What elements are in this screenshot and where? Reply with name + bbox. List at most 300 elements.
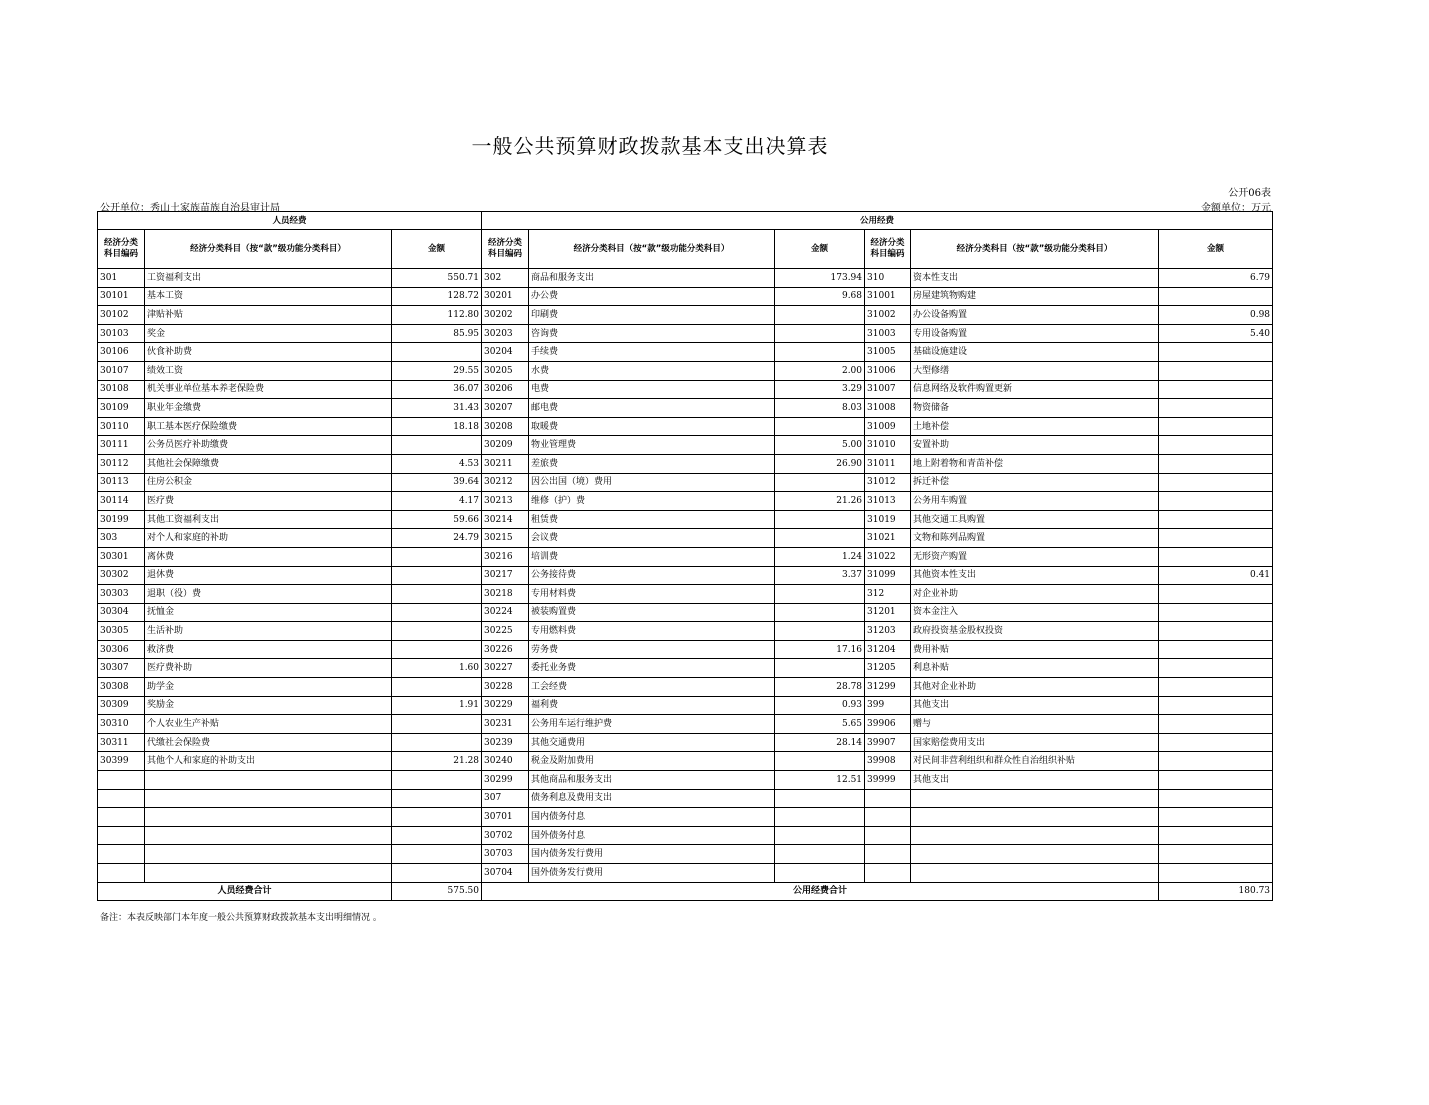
table-row: [98, 696, 1273, 715]
cell-code: 31012: [865, 473, 911, 492]
cell-code: 30702: [482, 826, 529, 845]
cell-code: 39908: [865, 752, 911, 771]
cell-code: 30209: [482, 436, 529, 455]
cell-amount: [392, 826, 482, 845]
cell-name: 抚恤金: [145, 603, 392, 622]
cell-name: 利息补贴: [911, 659, 1159, 678]
cell-name: 其他社会保障缴费: [145, 454, 392, 473]
cell-name: 其他对企业补助: [911, 678, 1159, 697]
cell-amount: 4.53: [392, 454, 482, 473]
cell-amount: 112.80: [392, 306, 482, 325]
cell-amount: [1159, 752, 1273, 771]
cell-name: 委托业务费: [529, 659, 775, 678]
cell-code: 31021: [865, 529, 911, 548]
cell-code: 30301: [98, 547, 145, 566]
table-row: [98, 864, 1273, 883]
table-row: [98, 752, 1273, 771]
cell-amount: [1159, 678, 1273, 697]
cell-code: 30304: [98, 603, 145, 622]
cell-code: 31010: [865, 436, 911, 455]
cell-code: 30207: [482, 399, 529, 418]
cell-code: 30199: [98, 510, 145, 529]
cell-amount: [1159, 417, 1273, 436]
table-row: [98, 361, 1273, 380]
cell-amount: [1159, 845, 1273, 864]
cell-name: [911, 826, 1159, 845]
cell-amount: 39.64: [392, 473, 482, 492]
cell-code: 30226: [482, 640, 529, 659]
cell-code: 31002: [865, 306, 911, 325]
cell-name: 手续费: [529, 343, 775, 362]
cell-code: [98, 864, 145, 883]
cell-amount: [392, 585, 482, 604]
cell-amount: [1159, 547, 1273, 566]
cell-amount: [1159, 622, 1273, 641]
cell-amount: [1159, 733, 1273, 752]
cell-name: 商品和服务支出: [529, 269, 775, 288]
table-row: [98, 678, 1273, 697]
cell-amount: 28.14: [775, 733, 865, 752]
cell-code: 30204: [482, 343, 529, 362]
cell-name: 公务用车运行维护费: [529, 715, 775, 734]
cell-amount: [1159, 454, 1273, 473]
cell-code: 30205: [482, 361, 529, 380]
cell-amount: [392, 808, 482, 827]
cell-amount: 26.90: [775, 454, 865, 473]
cell-name: 国内债务付息: [529, 808, 775, 827]
header-code: 经济分类科目编码: [865, 230, 911, 269]
cell-amount: [392, 715, 482, 734]
cell-code: 31022: [865, 547, 911, 566]
amount-unit: 金额单位：万元: [1201, 203, 1271, 214]
cell-name: [911, 845, 1159, 864]
cell-name: 机关事业单位基本养老保险费: [145, 380, 392, 399]
header-name: 经济分类科目（按“款”级功能分类科目）: [529, 230, 775, 269]
cell-code: 31013: [865, 492, 911, 511]
cell-code: [865, 826, 911, 845]
cell-amount: 9.68: [775, 287, 865, 306]
header-amount: 金额: [775, 230, 865, 269]
table-row: [98, 380, 1273, 399]
cell-name: 办公设备购置: [911, 306, 1159, 325]
cell-amount: 8.03: [775, 399, 865, 418]
header-name: 经济分类科目（按“款”级功能分类科目）: [145, 230, 392, 269]
cell-amount: 12.51: [775, 771, 865, 790]
cell-amount: 85.95: [392, 324, 482, 343]
cell-name: 其他支出: [911, 696, 1159, 715]
cell-amount: [775, 417, 865, 436]
cell-code: 30202: [482, 306, 529, 325]
table-row: [98, 399, 1273, 418]
cell-amount: [1159, 696, 1273, 715]
cell-amount: [392, 547, 482, 566]
cell-code: 30309: [98, 696, 145, 715]
cell-name: 奖金: [145, 324, 392, 343]
cell-name: 会议费: [529, 529, 775, 548]
cell-code: 31299: [865, 678, 911, 697]
cell-name: 个人农业生产补贴: [145, 715, 392, 734]
cell-amount: [775, 789, 865, 808]
cell-name: 费用补贴: [911, 640, 1159, 659]
cell-code: 31003: [865, 324, 911, 343]
cell-name: 维修（护）费: [529, 492, 775, 511]
cell-amount: 5.40: [1159, 324, 1273, 343]
cell-name: 公务接待费: [529, 566, 775, 585]
cell-name: [145, 845, 392, 864]
header-amount: 金额: [392, 230, 482, 269]
cell-code: 31008: [865, 399, 911, 418]
cell-amount: [775, 343, 865, 362]
cell-name: 代缴社会保险费: [145, 733, 392, 752]
cell-name: 水费: [529, 361, 775, 380]
cell-code: 30225: [482, 622, 529, 641]
cell-amount: [775, 473, 865, 492]
cell-amount: [1159, 510, 1273, 529]
cell-name: 国内债务发行费用: [529, 845, 775, 864]
cell-name: 债务利息及费用支出: [529, 789, 775, 808]
cell-amount: 0.41: [1159, 566, 1273, 585]
cell-name: 无形资产购置: [911, 547, 1159, 566]
cell-code: 30231: [482, 715, 529, 734]
table-code: 公开06表: [1228, 188, 1271, 199]
cell-amount: [775, 603, 865, 622]
cell-amount: [1159, 473, 1273, 492]
table-row: [98, 826, 1273, 845]
cell-amount: [1159, 659, 1273, 678]
cell-name: 其他资本性支出: [911, 566, 1159, 585]
cell-code: 31011: [865, 454, 911, 473]
cell-amount: [1159, 585, 1273, 604]
page-title: 一般公共预算财政拨款基本支出决算表: [471, 134, 829, 158]
cell-name: 其他交通费用: [529, 733, 775, 752]
cell-code: 31005: [865, 343, 911, 362]
cell-amount: 29.55: [392, 361, 482, 380]
cell-name: 劳务费: [529, 640, 775, 659]
cell-name: 其他商品和服务支出: [529, 771, 775, 790]
cell-amount: [392, 845, 482, 864]
cell-code: 39906: [865, 715, 911, 734]
cell-code: 31006: [865, 361, 911, 380]
cell-code: [98, 808, 145, 827]
cell-name: 其他支出: [911, 771, 1159, 790]
cell-amount: 4.17: [392, 492, 482, 511]
cell-amount: [1159, 771, 1273, 790]
cell-code: 30303: [98, 585, 145, 604]
cell-name: [145, 808, 392, 827]
cell-name: 退职（役）费: [145, 585, 392, 604]
cell-amount: [1159, 789, 1273, 808]
cell-code: 30110: [98, 417, 145, 436]
cell-amount: [775, 529, 865, 548]
cell-code: 30215: [482, 529, 529, 548]
cell-name: 电费: [529, 380, 775, 399]
cell-amount: 5.00: [775, 436, 865, 455]
cell-amount: [1159, 826, 1273, 845]
cell-name: 伙食补助费: [145, 343, 392, 362]
table-row: [98, 417, 1273, 436]
cell-code: [98, 826, 145, 845]
cell-amount: 59.66: [392, 510, 482, 529]
cell-amount: 2.00: [775, 361, 865, 380]
cell-amount: [1159, 715, 1273, 734]
cell-code: 301: [98, 269, 145, 288]
table-row: [98, 622, 1273, 641]
cell-amount: [392, 622, 482, 641]
cell-code: 30213: [482, 492, 529, 511]
cell-name: 信息网络及软件购置更新: [911, 380, 1159, 399]
cell-code: 303: [98, 529, 145, 548]
cell-amount: [775, 845, 865, 864]
cell-amount: [1159, 492, 1273, 511]
header-amount: 金额: [1159, 230, 1273, 269]
cell-amount: 3.37: [775, 566, 865, 585]
cell-name: 住房公积金: [145, 473, 392, 492]
personnel-total-label: 人员经费合计: [98, 882, 392, 901]
table-row: [98, 547, 1273, 566]
public-total-label: 公用经费合计: [482, 882, 1159, 901]
cell-code: 30214: [482, 510, 529, 529]
cell-amount: 1.24: [775, 547, 865, 566]
reporting-unit: 公开单位：秀山土家族苗族自治县审计局: [100, 203, 280, 214]
cell-code: [865, 808, 911, 827]
cell-code: [98, 789, 145, 808]
table-row: [98, 640, 1273, 659]
cell-amount: 36.07: [392, 380, 482, 399]
table-row: [98, 659, 1273, 678]
cell-code: 30703: [482, 845, 529, 864]
cell-amount: [392, 640, 482, 659]
cell-amount: 550.71: [392, 269, 482, 288]
totals-row: [98, 882, 1273, 901]
cell-code: 30111: [98, 436, 145, 455]
cell-code: 30216: [482, 547, 529, 566]
cell-amount: 1.60: [392, 659, 482, 678]
cell-amount: [392, 436, 482, 455]
cell-name: 物业管理费: [529, 436, 775, 455]
cell-name: 退休费: [145, 566, 392, 585]
cell-name: 印刷费: [529, 306, 775, 325]
cell-amount: 1.91: [392, 696, 482, 715]
cell-code: 399: [865, 696, 911, 715]
cell-amount: [1159, 808, 1273, 827]
cell-name: [911, 864, 1159, 883]
cell-name: 房屋建筑物购建: [911, 287, 1159, 306]
cell-name: [145, 826, 392, 845]
cell-name: 资本性支出: [911, 269, 1159, 288]
cell-code: 30112: [98, 454, 145, 473]
cell-name: 赠与: [911, 715, 1159, 734]
table-row: [98, 324, 1273, 343]
footnote: 备注：本表反映部门本年度一般公共预算财政拨款基本支出明细情况 。: [100, 913, 382, 923]
personnel-total-amount: 575.50: [392, 882, 482, 901]
cell-code: 31201: [865, 603, 911, 622]
cell-code: 30211: [482, 454, 529, 473]
cell-amount: 128.72: [392, 287, 482, 306]
cell-name: 国家赔偿费用支出: [911, 733, 1159, 752]
cell-name: [145, 789, 392, 808]
cell-name: 取暖费: [529, 417, 775, 436]
cell-code: 31099: [865, 566, 911, 585]
group-personnel: 人员经费: [98, 212, 482, 230]
cell-name: 差旅费: [529, 454, 775, 473]
cell-amount: [392, 864, 482, 883]
cell-name: 其他个人和家庭的补助支出: [145, 752, 392, 771]
cell-name: 邮电费: [529, 399, 775, 418]
cell-name: [145, 864, 392, 883]
cell-amount: [1159, 399, 1273, 418]
public-total-amount: 180.73: [1159, 882, 1273, 901]
cell-code: 30302: [98, 566, 145, 585]
cell-code: 39999: [865, 771, 911, 790]
cell-code: 30201: [482, 287, 529, 306]
cell-amount: [392, 678, 482, 697]
cell-name: [145, 771, 392, 790]
table-row: [98, 269, 1273, 288]
cell-name: 公务用车购置: [911, 492, 1159, 511]
cell-name: 职业年金缴费: [145, 399, 392, 418]
table-row: [98, 733, 1273, 752]
cell-amount: [775, 306, 865, 325]
cell-name: 政府投资基金股权投资: [911, 622, 1159, 641]
cell-amount: [775, 659, 865, 678]
cell-code: 30399: [98, 752, 145, 771]
cell-amount: [392, 603, 482, 622]
cell-amount: [775, 510, 865, 529]
cell-code: 30102: [98, 306, 145, 325]
cell-amount: [775, 808, 865, 827]
table-row: [98, 529, 1273, 548]
cell-code: 30228: [482, 678, 529, 697]
cell-code: 30306: [98, 640, 145, 659]
cell-code: [865, 845, 911, 864]
cell-name: 办公费: [529, 287, 775, 306]
cell-code: 30208: [482, 417, 529, 436]
cell-code: 30224: [482, 603, 529, 622]
cell-name: 专用设备购置: [911, 324, 1159, 343]
cell-code: 30299: [482, 771, 529, 790]
cell-amount: 31.43: [392, 399, 482, 418]
cell-name: 拆迁补偿: [911, 473, 1159, 492]
cell-amount: [1159, 529, 1273, 548]
cell-code: 30109: [98, 399, 145, 418]
cell-name: 福利费: [529, 696, 775, 715]
cell-name: 对民间非营利组织和群众性自治组织补贴: [911, 752, 1159, 771]
cell-code: 30212: [482, 473, 529, 492]
cell-name: 对个人和家庭的补助: [145, 529, 392, 548]
cell-code: 30106: [98, 343, 145, 362]
cell-name: 奖励金: [145, 696, 392, 715]
cell-amount: [1159, 864, 1273, 883]
cell-name: 基本工资: [145, 287, 392, 306]
cell-amount: 0.98: [1159, 306, 1273, 325]
cell-code: 30107: [98, 361, 145, 380]
cell-code: 39907: [865, 733, 911, 752]
cell-name: 工资福利支出: [145, 269, 392, 288]
cell-name: 基础设施建设: [911, 343, 1159, 362]
cell-amount: [775, 622, 865, 641]
cell-name: 地上附着物和青苗补偿: [911, 454, 1159, 473]
cell-code: 312: [865, 585, 911, 604]
cell-name: 土地补偿: [911, 417, 1159, 436]
cell-amount: [392, 733, 482, 752]
table-row: [98, 789, 1273, 808]
cell-amount: 0.93: [775, 696, 865, 715]
cell-name: 对企业补助: [911, 585, 1159, 604]
cell-amount: [1159, 343, 1273, 362]
cell-name: 津贴补贴: [145, 306, 392, 325]
cell-code: 31205: [865, 659, 911, 678]
cell-code: 30308: [98, 678, 145, 697]
table-row: [98, 715, 1273, 734]
cell-amount: 5.65: [775, 715, 865, 734]
table-row: [98, 510, 1273, 529]
cell-name: 绩效工资: [145, 361, 392, 380]
cell-name: 大型修缮: [911, 361, 1159, 380]
cell-code: 30310: [98, 715, 145, 734]
cell-code: 30218: [482, 585, 529, 604]
cell-code: 30240: [482, 752, 529, 771]
cell-name: 工会经费: [529, 678, 775, 697]
cell-amount: [1159, 603, 1273, 622]
cell-code: [865, 789, 911, 808]
cell-name: 安置补助: [911, 436, 1159, 455]
cell-code: 30108: [98, 380, 145, 399]
cell-name: 资本金注入: [911, 603, 1159, 622]
cell-code: 30227: [482, 659, 529, 678]
cell-name: 国外债务发行费用: [529, 864, 775, 883]
cell-name: 生活补助: [145, 622, 392, 641]
cell-code: 30203: [482, 324, 529, 343]
cell-amount: [1159, 287, 1273, 306]
cell-code: 30206: [482, 380, 529, 399]
group-public: 公用经费: [482, 212, 1273, 230]
cell-name: 国外债务付息: [529, 826, 775, 845]
cell-amount: 6.79: [1159, 269, 1273, 288]
cell-code: 31203: [865, 622, 911, 641]
cell-name: 税金及附加费用: [529, 752, 775, 771]
cell-code: 30101: [98, 287, 145, 306]
cell-code: 31001: [865, 287, 911, 306]
cell-name: 被装购置费: [529, 603, 775, 622]
cell-amount: [775, 585, 865, 604]
cell-amount: 18.18: [392, 417, 482, 436]
cell-amount: 21.28: [392, 752, 482, 771]
cell-name: [911, 808, 1159, 827]
cell-code: 30114: [98, 492, 145, 511]
table-row: [98, 287, 1273, 306]
cell-code: 30311: [98, 733, 145, 752]
cell-amount: [1159, 436, 1273, 455]
table-row: [98, 566, 1273, 585]
cell-name: 公务员医疗补助缴费: [145, 436, 392, 455]
cell-code: 31019: [865, 510, 911, 529]
cell-code: 302: [482, 269, 529, 288]
cell-amount: [775, 324, 865, 343]
table-row: [98, 436, 1273, 455]
table-row: [98, 845, 1273, 864]
cell-amount: [1159, 640, 1273, 659]
cell-amount: [392, 789, 482, 808]
cell-name: 助学金: [145, 678, 392, 697]
header-code: 经济分类科目编码: [482, 230, 529, 269]
cell-code: [98, 845, 145, 864]
cell-code: 30305: [98, 622, 145, 641]
cell-code: 30217: [482, 566, 529, 585]
cell-name: 医疗费: [145, 492, 392, 511]
cell-amount: [775, 864, 865, 883]
cell-name: [911, 789, 1159, 808]
cell-code: 30229: [482, 696, 529, 715]
